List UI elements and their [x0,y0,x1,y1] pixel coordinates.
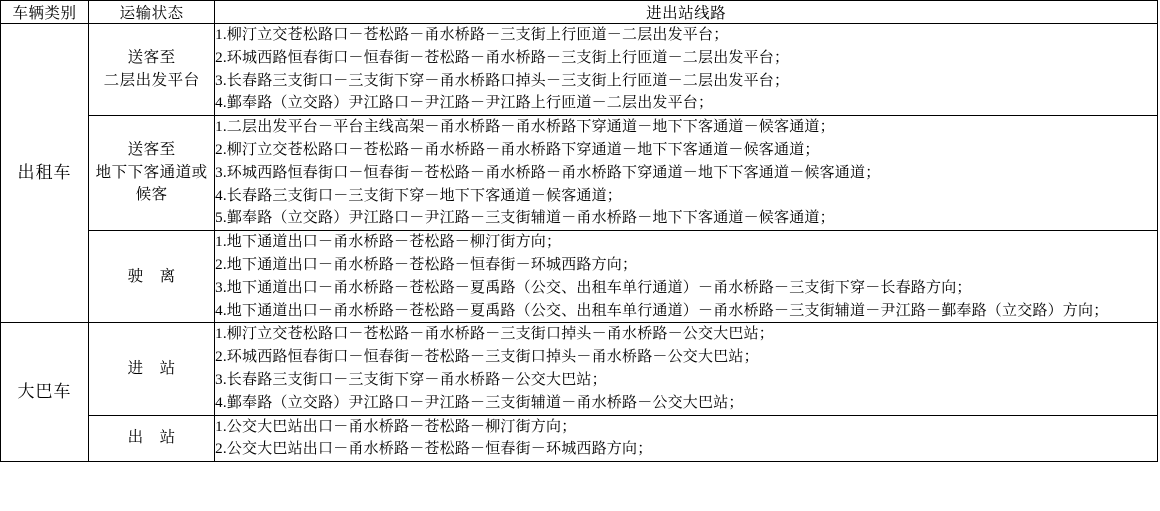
status-cell-taxi-dropoff-platform [89,24,215,116]
table-row [1,24,1158,116]
route-line: 1.二层出发平台－平台主线高架－甬水桥路－甬水桥路下穿通道－地下下客通道－候客通道； [215,119,835,136]
table-row [1,116,1158,231]
status-cell-taxi-depart [89,231,215,323]
route-line: 1.柳汀立交苍松路口－苍松路－甬水桥路－三支街上行匝道－二层出发平台； [215,27,729,43]
status-line: 进 站 [127,359,176,377]
status-cell-taxi-underground-dropoff [89,116,215,231]
routes-cell-taxi-underground-dropoff [215,116,1158,231]
header-routes: 进出站线路 [215,1,1158,24]
routes-cell-taxi-dropoff-platform [215,24,1158,116]
status-line: 地下下客通道或 [95,163,208,181]
table-header-row [1,1,1158,24]
status-cell-bus-depart [89,415,215,462]
route-line: 4.长春路三支街口－三支街下穿－地下下客通道－候客通道； [215,187,623,204]
route-line: 2.环城西路恒春街口－恒春街－苍松路－甬水桥路－三支街上行匝道－二层出发平台； [215,49,790,66]
route-line: 1.地下通道出口－甬水桥路－苍松路－柳汀街方向； [215,234,562,251]
vehicle-type-bus: 大巴车 [1,323,89,462]
routes-cell-bus-arrive [215,323,1158,415]
route-line: 3.长春路三支街口－三支街下穿－甬水桥路－公交大巴站； [215,371,607,388]
route-line: 3.地下通道出口－甬水桥路－苍松路－夏禹路（公交、出租车单行通道）－甬水桥路－三支街下穿－长春路方向； [215,279,972,296]
table-row [1,415,1158,462]
route-line: 3.长春路三支街口－三支街下穿－甬水桥路口掉头－三支街上行匝道－二层出发平台； [215,72,790,89]
status-line: 候客 [135,186,168,204]
route-line: 3.环城西路恒春街口－恒春街－苍松路－甬水桥路－甬水桥路下穿通道－地下下客通道－候客通道； [215,164,881,181]
header-vehicle-type: 车辆类别 [1,1,89,24]
route-line: 1.公交大巴站出口－甬水桥路－苍松路－柳汀街方向； [215,418,577,435]
vehicle-type-taxi: 出租车 [1,24,89,323]
route-line: 2.公交大巴站出口－甬水桥路－苍松路－恒春街－环城西路方向； [215,441,653,458]
header-transport-status: 运输状态 [89,1,215,24]
routes-cell-bus-depart [215,415,1158,462]
route-line: 4.鄞奉路（立交路）尹江路口－尹江路－三支街辅道－甬水桥路－公交大巴站； [215,394,744,411]
route-line: 2.环城西路恒春街口－恒春街－苍松路－三支街口掉头－甬水桥路－公交大巴站； [215,349,759,366]
table-body [1,24,1158,462]
route-line: 5.鄞奉路（立交路）尹江路口－尹江路－三支街辅道－甬水桥路－地下下客通道－候客通道； [215,210,835,227]
status-line: 驶 离 [127,267,176,285]
status-line: 二层出发平台 [103,71,200,89]
route-line: 2.地下通道出口－甬水桥路－苍松路－恒春街－环城西路方向； [215,256,638,273]
route-line: 1.柳汀立交苍松路口－苍松路－甬水桥路－三支街口掉头－甬水桥路－公交大巴站； [215,326,775,343]
status-line: 出 站 [127,429,176,447]
status-cell-bus-arrive [89,323,215,415]
route-line: 4.地下通道出口－甬水桥路－苍松路－夏禹路（公交、出租车单行通道）－甬水桥路－三支街辅道－尹江路－鄞奉路（立交路）方向； [215,302,1109,319]
routes-cell-taxi-depart [215,231,1158,323]
route-line: 2.柳汀立交苍松路口－苍松路－甬水桥路－甬水桥路下穿通道－地下下客通道－候客通道； [215,141,820,158]
table-row [1,231,1158,323]
status-line: 送客至 [127,141,176,159]
route-line: 4.鄞奉路（立交路）尹江路口－尹江路－尹江路上行匝道－二层出发平台； [215,95,714,112]
status-line: 送客至 [127,49,176,67]
table-row [1,323,1158,415]
